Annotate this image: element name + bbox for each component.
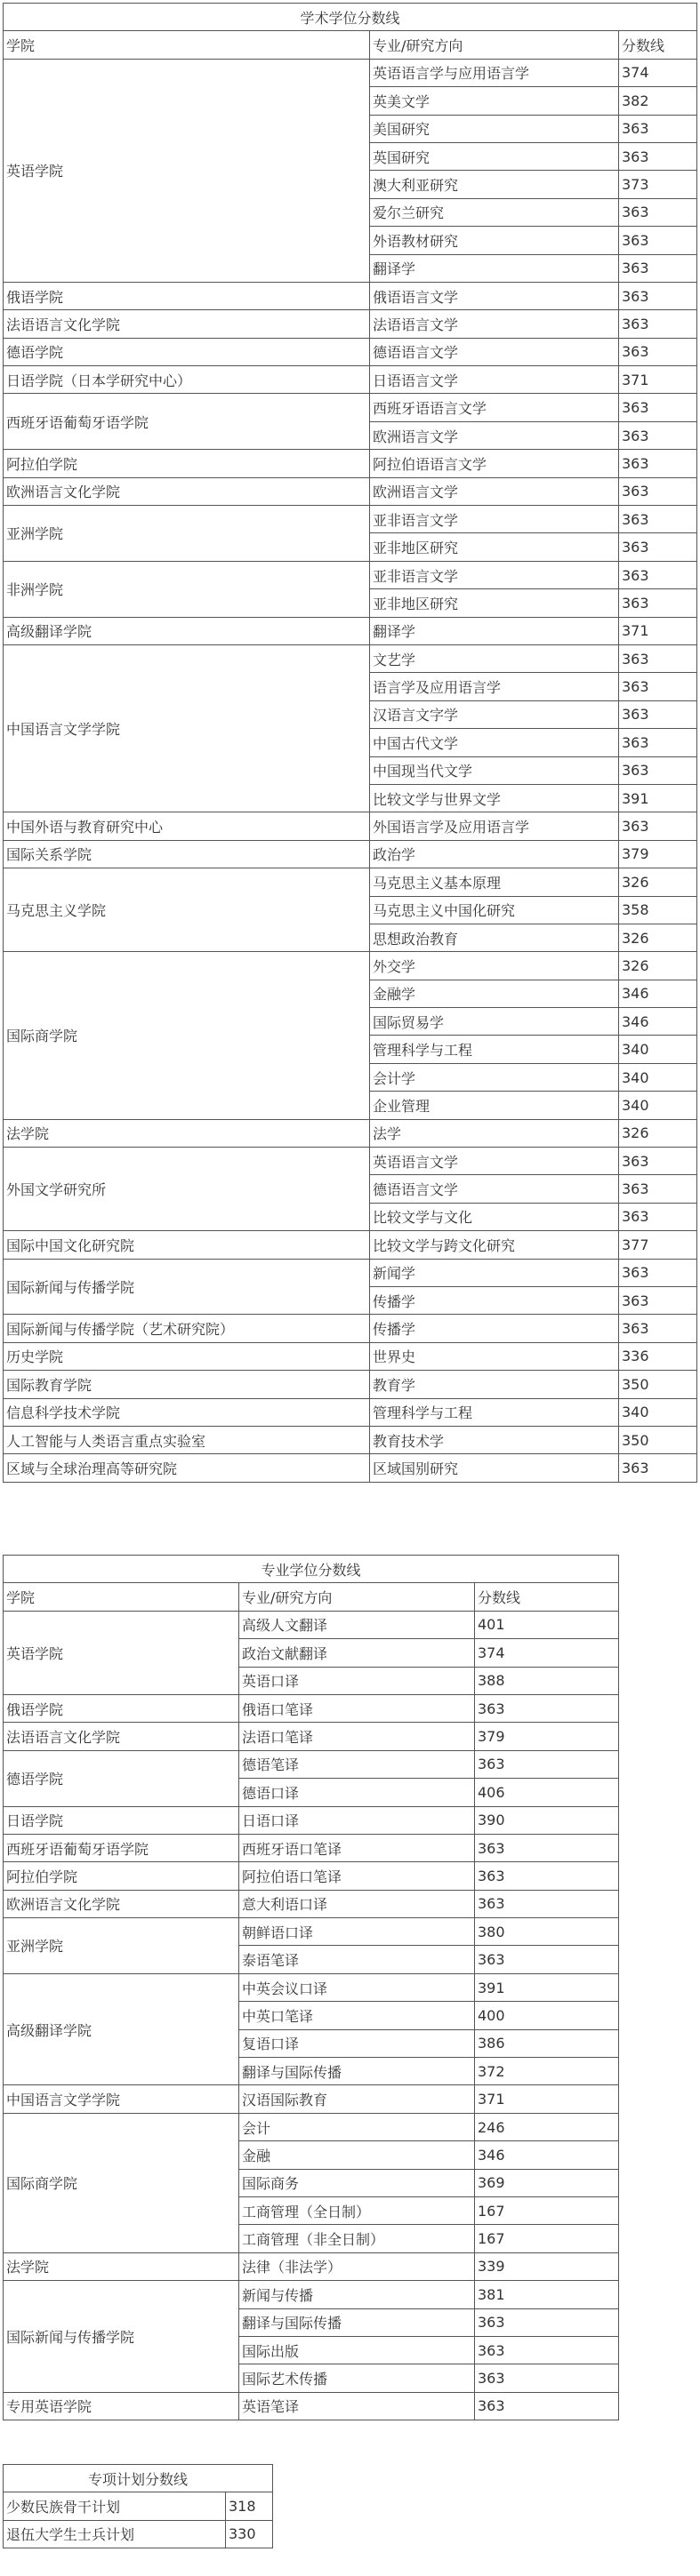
score-cell: 377 bbox=[619, 1231, 697, 1259]
score-cell: 363 bbox=[619, 1286, 697, 1314]
score-cell: 363 bbox=[475, 2364, 619, 2392]
major-cell: 传播学 bbox=[370, 1315, 619, 1342]
score-cell: 373 bbox=[619, 171, 697, 198]
major-cell: 国际出版 bbox=[239, 2336, 475, 2364]
major-cell: 马克思主义中国化研究 bbox=[370, 896, 619, 924]
score-cell: 406 bbox=[475, 1779, 619, 1806]
score-cell: 369 bbox=[475, 2169, 619, 2196]
table-row bbox=[4, 868, 697, 896]
table-row bbox=[4, 1148, 697, 1175]
score-cell: 363 bbox=[619, 1315, 697, 1342]
major-cell: 翻译学 bbox=[370, 617, 619, 644]
score-cell: 363 bbox=[475, 1750, 619, 1778]
college-cell: 国际新闻与传播学院 bbox=[4, 1259, 370, 1315]
major-cell: 日语语言文学 bbox=[370, 366, 619, 394]
score-cell: 363 bbox=[475, 1946, 619, 1973]
college-cell: 俄语学院 bbox=[4, 1694, 239, 1722]
major-cell: 政治文献翻译 bbox=[239, 1639, 475, 1667]
major-cell: 法律（非法学） bbox=[239, 2252, 475, 2280]
major-cell: 翻译与国际传播 bbox=[239, 2308, 475, 2336]
score-cell: 346 bbox=[619, 980, 697, 1007]
major-cell: 会计 bbox=[239, 2113, 475, 2140]
score-cell: 339 bbox=[475, 2252, 619, 2280]
table-title: 专项计划分数线 bbox=[4, 2465, 273, 2492]
score-cell: 363 bbox=[619, 1259, 697, 1286]
score-cell: 388 bbox=[475, 1667, 619, 1694]
major-cell: 阿拉伯语口笔译 bbox=[239, 1862, 475, 1890]
score-cell: 363 bbox=[619, 450, 697, 477]
table-row bbox=[4, 2281, 619, 2308]
score-cell: 363 bbox=[619, 533, 697, 561]
major-cell: 中英会议口译 bbox=[239, 1973, 475, 2001]
college-cell: 国际中国文化研究院 bbox=[4, 1231, 370, 1259]
score-cell: 363 bbox=[619, 394, 697, 421]
major-cell: 俄语口笔译 bbox=[239, 1694, 475, 1722]
column-header-score: 分数线 bbox=[475, 1583, 619, 1611]
score-cell: 363 bbox=[619, 673, 697, 700]
major-cell: 传播学 bbox=[370, 1286, 619, 1314]
major-cell: 英语语言学与应用语言学 bbox=[370, 59, 619, 86]
college-cell: 高级翻译学院 bbox=[4, 617, 370, 644]
score-cell: 363 bbox=[619, 812, 697, 840]
score-cell: 350 bbox=[619, 1371, 697, 1398]
table-row bbox=[4, 2492, 273, 2520]
column-header-major: 专业/研究方向 bbox=[239, 1583, 475, 1611]
score-cell: 380 bbox=[475, 1918, 619, 1946]
college-cell: 非洲学院 bbox=[4, 561, 370, 617]
college-cell: 国际新闻与传播学院 bbox=[4, 2281, 239, 2393]
major-cell: 新闻学 bbox=[370, 1259, 619, 1286]
college-cell: 国际商学院 bbox=[4, 952, 370, 1119]
table-row bbox=[4, 450, 697, 477]
table-row bbox=[4, 2252, 619, 2280]
table-row bbox=[4, 1834, 619, 1861]
major-cell: 朝鲜语口译 bbox=[239, 1918, 475, 1946]
table-title-row bbox=[4, 1556, 619, 1583]
major-cell: 政治学 bbox=[370, 840, 619, 868]
table-row bbox=[4, 1806, 619, 1834]
major-cell: 英美文学 bbox=[370, 87, 619, 115]
major-cell: 思想政治教育 bbox=[370, 924, 619, 951]
major-cell: 英国研究 bbox=[370, 142, 619, 170]
college-cell: 专用英语学院 bbox=[4, 2392, 239, 2420]
table-row bbox=[4, 1315, 697, 1342]
score-cell: 318 bbox=[226, 2492, 273, 2520]
table-row bbox=[4, 1918, 619, 1946]
major-cell: 德语口译 bbox=[239, 1779, 475, 1806]
table-row bbox=[4, 366, 697, 394]
table-row bbox=[4, 1454, 697, 1482]
score-cell: 379 bbox=[619, 840, 697, 868]
score-cell: 336 bbox=[619, 1342, 697, 1370]
table-row bbox=[4, 952, 697, 980]
major-cell: 复语口译 bbox=[239, 2029, 475, 2057]
score-cell: 363 bbox=[475, 1862, 619, 1890]
college-cell: 中国语言文学学院 bbox=[4, 644, 370, 812]
table-row bbox=[4, 1862, 619, 1890]
special-plan-score-table bbox=[3, 2464, 273, 2548]
score-cell: 330 bbox=[226, 2520, 273, 2548]
table-title: 学术学位分数线 bbox=[4, 4, 697, 31]
table-row bbox=[4, 2520, 273, 2548]
score-cell: 363 bbox=[619, 1148, 697, 1175]
score-cell: 363 bbox=[619, 1203, 697, 1230]
score-cell: 374 bbox=[619, 59, 697, 86]
table-row bbox=[4, 1723, 619, 1750]
table-row bbox=[4, 2392, 619, 2420]
college-cell: 法语语言文化学院 bbox=[4, 310, 370, 338]
major-cell: 阿拉伯语语言文学 bbox=[370, 450, 619, 477]
score-cell: 363 bbox=[475, 2308, 619, 2336]
major-cell: 会计学 bbox=[370, 1063, 619, 1091]
college-cell: 日语学院（日本学研究中心） bbox=[4, 366, 370, 394]
score-cell: 167 bbox=[475, 2225, 619, 2252]
major-cell: 欧洲语言文学 bbox=[370, 421, 619, 449]
table-row bbox=[4, 1890, 619, 1917]
table-row bbox=[4, 310, 697, 338]
score-cell: 363 bbox=[619, 310, 697, 338]
score-cell: 381 bbox=[475, 2281, 619, 2308]
table-title-row bbox=[4, 4, 697, 31]
major-cell: 西班牙语口笔译 bbox=[239, 1834, 475, 1861]
score-cell: 340 bbox=[619, 1092, 697, 1119]
table-row bbox=[4, 2113, 619, 2140]
table-row bbox=[4, 840, 697, 868]
score-cell: 346 bbox=[619, 1008, 697, 1036]
major-cell: 意大利语口译 bbox=[239, 1890, 475, 1917]
table-row bbox=[4, 561, 697, 588]
table-row bbox=[4, 617, 697, 644]
score-cell: 363 bbox=[619, 227, 697, 254]
college-cell: 日语学院 bbox=[4, 1806, 239, 1834]
score-cell: 350 bbox=[619, 1426, 697, 1453]
major-cell: 澳大利亚研究 bbox=[370, 171, 619, 198]
score-cell: 340 bbox=[619, 1063, 697, 1091]
major-cell: 教育学 bbox=[370, 1371, 619, 1398]
column-header-college: 学院 bbox=[4, 31, 370, 59]
major-cell: 德语笔译 bbox=[239, 1750, 475, 1778]
score-cell: 371 bbox=[619, 617, 697, 644]
score-cell: 363 bbox=[619, 198, 697, 226]
score-cell: 391 bbox=[475, 1973, 619, 2001]
college-cell: 阿拉伯学院 bbox=[4, 1862, 239, 1890]
major-cell: 爱尔兰研究 bbox=[370, 198, 619, 226]
major-cell: 语言学及应用语言学 bbox=[370, 673, 619, 700]
table-header-row bbox=[4, 31, 697, 59]
score-cell: 401 bbox=[475, 1611, 619, 1638]
score-cell: 372 bbox=[475, 2058, 619, 2085]
college-cell: 亚洲学院 bbox=[4, 506, 370, 562]
table-title: 专业学位分数线 bbox=[4, 1556, 619, 1583]
college-cell: 法语语言文化学院 bbox=[4, 1723, 239, 1750]
college-cell: 西班牙语葡萄牙语学院 bbox=[4, 1834, 239, 1861]
table-row bbox=[4, 1973, 619, 2001]
major-cell: 区域国别研究 bbox=[370, 1454, 619, 1482]
score-cell: 382 bbox=[619, 87, 697, 115]
major-cell: 国际商务 bbox=[239, 2169, 475, 2196]
major-cell: 亚非地区研究 bbox=[370, 589, 619, 617]
college-cell: 欧洲语言文化学院 bbox=[4, 1890, 239, 1917]
score-cell: 363 bbox=[619, 756, 697, 784]
major-cell: 英语口译 bbox=[239, 1667, 475, 1694]
college-cell: 马克思主义学院 bbox=[4, 868, 370, 952]
major-cell: 外交学 bbox=[370, 952, 619, 980]
major-cell: 比较文学与世界文学 bbox=[370, 784, 619, 812]
major-cell: 新闻与传播 bbox=[239, 2281, 475, 2308]
table-row bbox=[4, 1750, 619, 1778]
major-cell: 翻译学 bbox=[370, 254, 619, 282]
major-cell: 管理科学与工程 bbox=[370, 1398, 619, 1426]
column-header-college: 学院 bbox=[4, 1583, 239, 1611]
score-cell: 363 bbox=[475, 2336, 619, 2364]
college-cell: 俄语学院 bbox=[4, 282, 370, 309]
score-cell: 363 bbox=[475, 2392, 619, 2420]
college-cell: 阿拉伯学院 bbox=[4, 450, 370, 477]
major-cell: 外语教材研究 bbox=[370, 227, 619, 254]
college-cell: 德语学院 bbox=[4, 338, 370, 365]
academic-score-table bbox=[3, 3, 697, 1483]
major-cell: 泰语笔译 bbox=[239, 1946, 475, 1973]
score-cell: 167 bbox=[475, 2196, 619, 2224]
major-cell: 工商管理（非全日制） bbox=[239, 2225, 475, 2252]
major-cell: 中国现当代文学 bbox=[370, 756, 619, 784]
major-cell: 金融学 bbox=[370, 980, 619, 1007]
table-row bbox=[4, 506, 697, 533]
college-cell: 英语学院 bbox=[4, 59, 370, 282]
major-cell: 西班牙语语言文学 bbox=[370, 394, 619, 421]
major-cell: 美国研究 bbox=[370, 115, 619, 142]
score-cell: 363 bbox=[475, 1834, 619, 1861]
table-row bbox=[4, 812, 697, 840]
college-cell: 外国文学研究所 bbox=[4, 1148, 370, 1231]
major-cell: 马克思主义基本原理 bbox=[370, 868, 619, 896]
college-cell: 亚洲学院 bbox=[4, 1918, 239, 1974]
college-cell: 德语学院 bbox=[4, 1750, 239, 1806]
score-cell: 374 bbox=[475, 1639, 619, 1667]
major-cell: 国际贸易学 bbox=[370, 1008, 619, 1036]
major-cell: 法学 bbox=[370, 1119, 619, 1147]
table-row bbox=[4, 477, 697, 505]
major-cell: 英语笔译 bbox=[239, 2392, 475, 2420]
major-cell: 法语口笔译 bbox=[239, 1723, 475, 1750]
score-cell: 363 bbox=[475, 1890, 619, 1917]
score-cell: 363 bbox=[619, 1454, 697, 1482]
college-cell: 法学院 bbox=[4, 1119, 370, 1147]
score-cell: 363 bbox=[619, 1175, 697, 1203]
major-cell: 世界史 bbox=[370, 1342, 619, 1370]
major-cell: 国际艺术传播 bbox=[239, 2364, 475, 2392]
major-cell: 法语语言文学 bbox=[370, 310, 619, 338]
score-cell: 363 bbox=[619, 421, 697, 449]
score-cell: 363 bbox=[619, 115, 697, 142]
college-cell: 国际商学院 bbox=[4, 2113, 239, 2252]
table-row bbox=[4, 1259, 697, 1286]
college-cell: 人工智能与人类语言重点实验室 bbox=[4, 1426, 370, 1453]
table-row bbox=[4, 1371, 697, 1398]
major-cell: 德语语言文学 bbox=[370, 338, 619, 365]
plan-name-cell: 少数民族骨干计划 bbox=[4, 2492, 226, 2520]
major-cell: 中英口笔译 bbox=[239, 2002, 475, 2029]
college-cell: 法学院 bbox=[4, 2252, 239, 2280]
score-cell: 340 bbox=[619, 1398, 697, 1426]
table-row bbox=[4, 1694, 619, 1722]
major-cell: 翻译与国际传播 bbox=[239, 2058, 475, 2085]
major-cell: 教育技术学 bbox=[370, 1426, 619, 1453]
college-cell: 中国语言文学学院 bbox=[4, 2085, 239, 2113]
table-row bbox=[4, 1398, 697, 1426]
major-cell: 汉语国际教育 bbox=[239, 2085, 475, 2113]
major-cell: 管理科学与工程 bbox=[370, 1036, 619, 1063]
table-row bbox=[4, 644, 697, 672]
major-cell: 英语语言文学 bbox=[370, 1148, 619, 1175]
table-row bbox=[4, 2085, 619, 2113]
score-cell: 363 bbox=[475, 1694, 619, 1722]
major-cell: 工商管理（全日制） bbox=[239, 2196, 475, 2224]
score-cell: 326 bbox=[619, 868, 697, 896]
table-row bbox=[4, 282, 697, 309]
college-cell: 英语学院 bbox=[4, 1611, 239, 1694]
score-cell: 363 bbox=[619, 254, 697, 282]
major-cell: 亚非地区研究 bbox=[370, 533, 619, 561]
major-cell: 企业管理 bbox=[370, 1092, 619, 1119]
table-row bbox=[4, 59, 697, 86]
column-header-score: 分数线 bbox=[619, 31, 697, 59]
college-cell: 区域与全球治理高等研究院 bbox=[4, 1454, 370, 1482]
major-cell: 日语口译 bbox=[239, 1806, 475, 1834]
score-cell: 363 bbox=[619, 282, 697, 309]
table-title-row bbox=[4, 2465, 273, 2492]
score-cell: 358 bbox=[619, 896, 697, 924]
major-cell: 高级人文翻译 bbox=[239, 1611, 475, 1638]
college-cell: 中国外语与教育研究中心 bbox=[4, 812, 370, 840]
column-header-major: 专业/研究方向 bbox=[370, 31, 619, 59]
college-cell: 国际新闻与传播学院（艺术研究院） bbox=[4, 1315, 370, 1342]
table-row bbox=[4, 1119, 697, 1147]
score-cell: 386 bbox=[475, 2029, 619, 2057]
table-row bbox=[4, 338, 697, 365]
major-cell: 比较文学与跨文化研究 bbox=[370, 1231, 619, 1259]
score-cell: 340 bbox=[619, 1036, 697, 1063]
score-cell: 363 bbox=[619, 644, 697, 672]
score-cell: 379 bbox=[475, 1723, 619, 1750]
score-cell: 363 bbox=[619, 700, 697, 728]
table-header-row bbox=[4, 1583, 619, 1611]
college-cell: 信息科学技术学院 bbox=[4, 1398, 370, 1426]
major-cell: 亚非语言文学 bbox=[370, 561, 619, 588]
college-cell: 欧洲语言文化学院 bbox=[4, 477, 370, 505]
score-cell: 363 bbox=[619, 142, 697, 170]
major-cell: 金融 bbox=[239, 2141, 475, 2169]
major-cell: 比较文学与文化 bbox=[370, 1203, 619, 1230]
score-cell: 400 bbox=[475, 2002, 619, 2029]
college-cell: 历史学院 bbox=[4, 1342, 370, 1370]
plan-name-cell: 退伍大学生士兵计划 bbox=[4, 2520, 226, 2548]
table-row bbox=[4, 394, 697, 421]
score-cell: 371 bbox=[475, 2085, 619, 2113]
college-cell: 西班牙语葡萄牙语学院 bbox=[4, 394, 370, 450]
major-cell: 汉语言文字学 bbox=[370, 700, 619, 728]
professional-score-table bbox=[3, 1555, 619, 2420]
score-cell: 246 bbox=[475, 2113, 619, 2140]
score-cell: 326 bbox=[619, 924, 697, 951]
college-cell: 高级翻译学院 bbox=[4, 1973, 239, 2085]
score-cell: 363 bbox=[619, 506, 697, 533]
college-cell: 国际教育学院 bbox=[4, 1371, 370, 1398]
major-cell: 外国语言学及应用语言学 bbox=[370, 812, 619, 840]
score-cell: 363 bbox=[619, 589, 697, 617]
major-cell: 亚非语言文学 bbox=[370, 506, 619, 533]
major-cell: 中国古代文学 bbox=[370, 729, 619, 756]
major-cell: 德语语言文学 bbox=[370, 1175, 619, 1203]
score-cell: 371 bbox=[619, 366, 697, 394]
major-cell: 欧洲语言文学 bbox=[370, 477, 619, 505]
score-cell: 326 bbox=[619, 952, 697, 980]
score-cell: 391 bbox=[619, 784, 697, 812]
major-cell: 文艺学 bbox=[370, 644, 619, 672]
table-row bbox=[4, 1231, 697, 1259]
table-row bbox=[4, 1611, 619, 1638]
score-cell: 363 bbox=[619, 477, 697, 505]
score-cell: 363 bbox=[619, 561, 697, 588]
college-cell: 国际关系学院 bbox=[4, 840, 370, 868]
score-cell: 363 bbox=[619, 338, 697, 365]
score-cell: 363 bbox=[619, 729, 697, 756]
table-row bbox=[4, 1426, 697, 1453]
table-row bbox=[4, 1342, 697, 1370]
score-cell: 326 bbox=[619, 1119, 697, 1147]
major-cell: 俄语语言文学 bbox=[370, 282, 619, 309]
score-cell: 346 bbox=[475, 2141, 619, 2169]
score-cell: 390 bbox=[475, 1806, 619, 1834]
